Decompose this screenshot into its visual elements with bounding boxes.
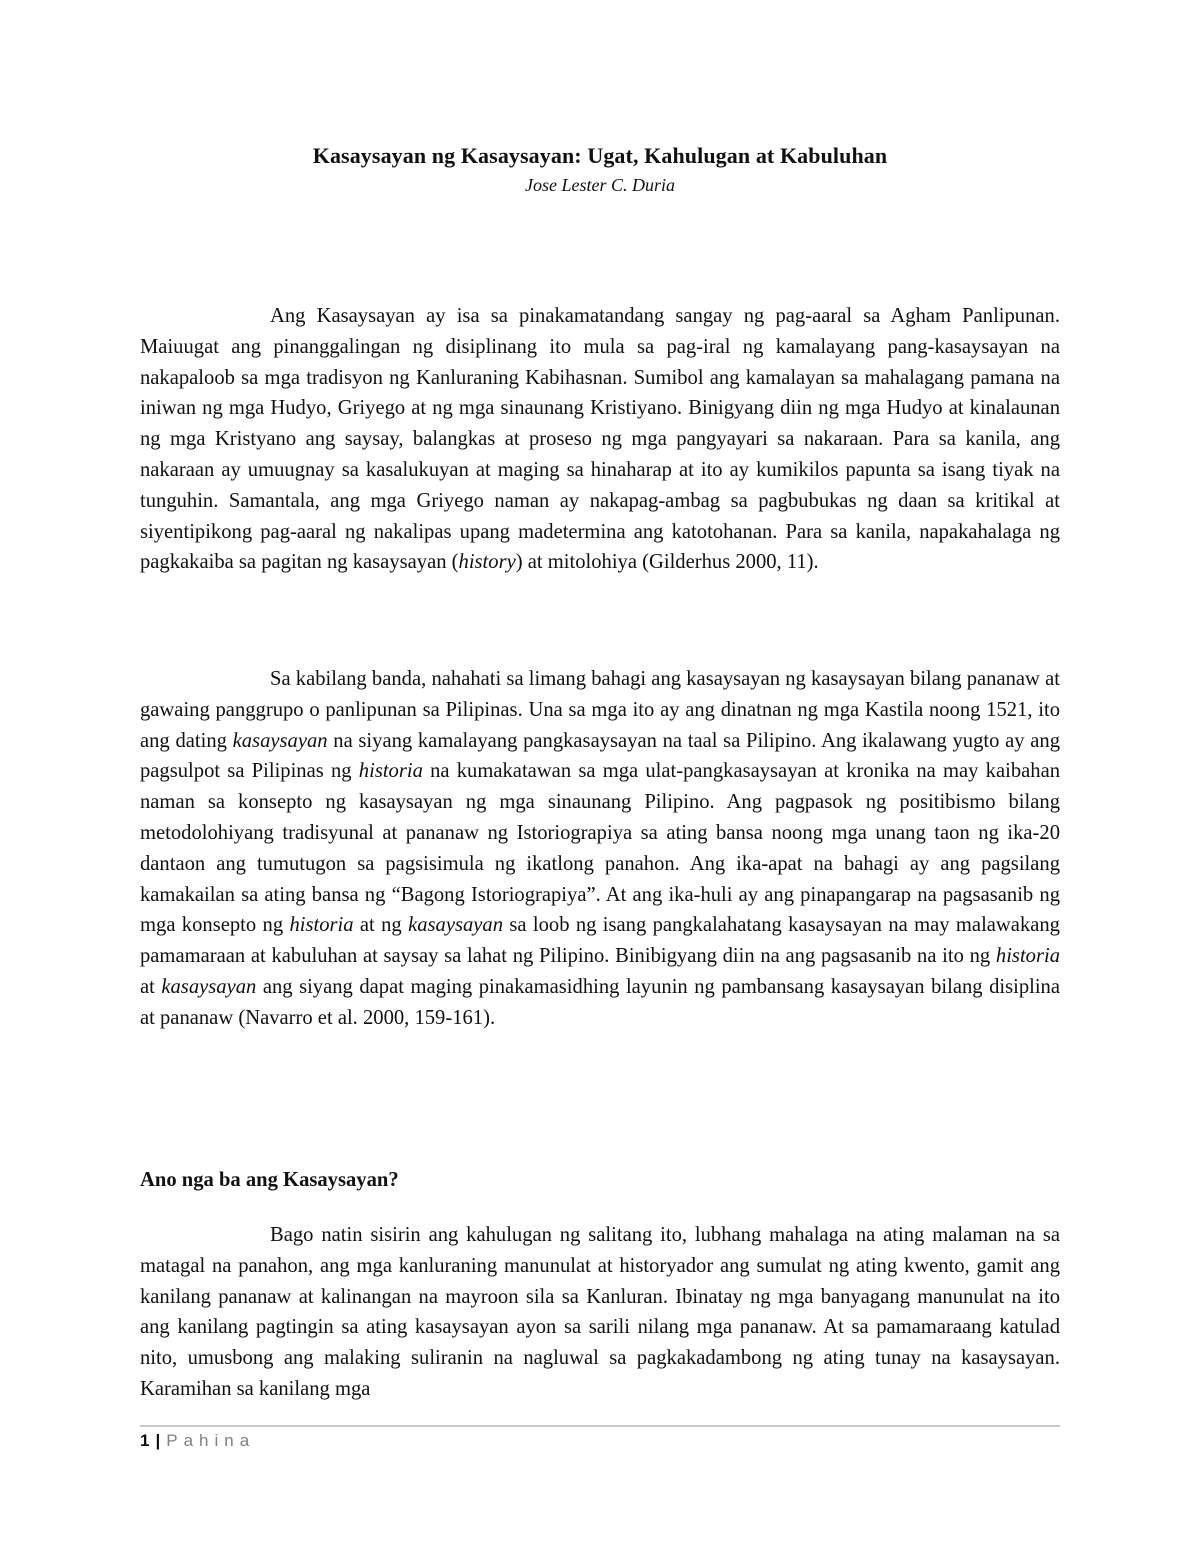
document-title: Kasaysayan ng Kasaysayan: Ugat, Kahulugan at Kabuluhan	[312, 143, 888, 168]
text-run: Sa kabilang banda, nahahati sa limang bahagi ang kasaysayan ng kasaysayan bilang pananaw at gawaing panggrupo o panlipunan sa Pilipinas. Una sa mga ito ay ang dinatnan ng mga Kastila noong 1521, ito ang dating	[140, 668, 1060, 752]
page-number: 1	[140, 1431, 150, 1450]
paragraph-3: Bago natin sisirin ang kahulugan ng salitang ito, lubhang mahalaga na ating malaman na sa matagal na panahon, ang mga kanluraning manunulat at historyador ang sumulat ng ating kwento, gamit ang kanilang pananaw at kalinangan na mayroon sila sa Kanluran. Ibinatay ng mga banyagang manunulat na ito ang kanilang pagtingin sa ating kasaysayan ayon sa sarili nilang mga pananaw. At sa pamamaraang katulad nito, umusbong ang malaking suliranin na nagluwal sa pagkakadambong ng ating tunay na kasaysayan. Karamihan sa kanilang mga	[140, 1224, 1060, 1400]
italic-term: kasaysayan	[161, 975, 257, 998]
text-run: sa loob ng isang pangkalahatang kasaysayan na may malawakang pamamaraan at kabuluhan at saysay sa lahat ng Pilipino. Binibigyang diin na ang pagsasanib na ito ng	[140, 914, 1060, 968]
paragraph-1	[140, 301, 1060, 578]
footer-divider	[140, 1425, 1060, 1427]
page-label: Pahina	[166, 1431, 256, 1450]
section-heading: Ano nga ba ang Kasaysayan?	[140, 1169, 399, 1191]
footer-separator: |	[155, 1431, 161, 1450]
text-run: ang siyang dapat maging pinakamasidhing layunin ng pambansang kasaysayan bilang disiplina at pananaw (Navarro et al. 2000, 159-161).	[140, 975, 1060, 1029]
italic-term: historia	[358, 760, 423, 783]
italic-term: historia	[995, 945, 1060, 968]
text-run: ) at mitolohiya (Gilderhus 2000, 11).	[515, 551, 819, 574]
text-run: at ng	[353, 914, 409, 937]
italic-term: history	[458, 551, 516, 574]
document-author: Jose Lester C. Duria	[525, 175, 675, 195]
text-run: na kumakatawan sa mga ulat-pangkasaysayan at kronika na may kaibahan naman sa konsepto ng kasaysayan ng mga sinaunang Pilipino. Ang pagpasok ng positibismo bilang metodolohiyang tradisyunal at pananaw ng Istoriograpiya sa ating bansa noong mga unang taon ng ika-20 dantaon ang tumutugon sa pagsisimula ng ikatlong panahon. Ang ika-apat na bahagi ay ang pagsilang kamakailan sa ating bansa ng “Bagong Istoriograpiya”. At ang ika-huli ay ang pinapangarap na pagsasanib ng mga konsepto ng	[140, 760, 1061, 937]
text-run: na siyang kamalayang pangkasaysayan na taal sa Pilipino. Ang ikalawang yugto ay ang pagsulpot sa Pilipinas ng	[140, 729, 1060, 783]
paragraph-2	[140, 664, 1060, 1034]
text-run: Ang Kasaysayan ay isa sa pinakamatandang sangay ng pag-aaral sa Agham Panlipunan. Maiuugat ang pinanggalingan ng disiplinang ito mula sa pag-iral ng kamalayang pang-kasaysayan na nakapaloob sa mga tradisyon ng Kanluraning Kabihasnan. Sumibol ang kamalayan sa mahalagang pamana na iniwan ng mga Hudyo, Griyego at ng mga sinaunang Kristiyano. Binigyang diin ng mga Hudyo at kinalaunan ng mga Kristyano ang saysay, balangkas at proseso ng mga pangyayari sa nakaraan. Para sa kanila, ang nakaraan ay umuugnay sa kasalukuyan at maging sa hinaharap at ito ay kumikilos papunta sa isang tiyak na tunguhin. Samantala, ang mga Griyego naman ay nakapag-ambag sa pagbubukas ng daan sa kritikal at siyentipikong pag-aaral ng nakalipas upang madetermina ang katotohanan. Para sa kanila, napakahalaga ng pagkakaiba sa pagitan ng kasaysayan (	[140, 305, 1060, 574]
page-footer	[140, 1431, 255, 1451]
text-run: at	[140, 975, 162, 998]
italic-term: kasaysayan	[232, 729, 328, 752]
italic-term: historia	[289, 914, 354, 937]
italic-term: kasaysayan	[408, 914, 504, 937]
